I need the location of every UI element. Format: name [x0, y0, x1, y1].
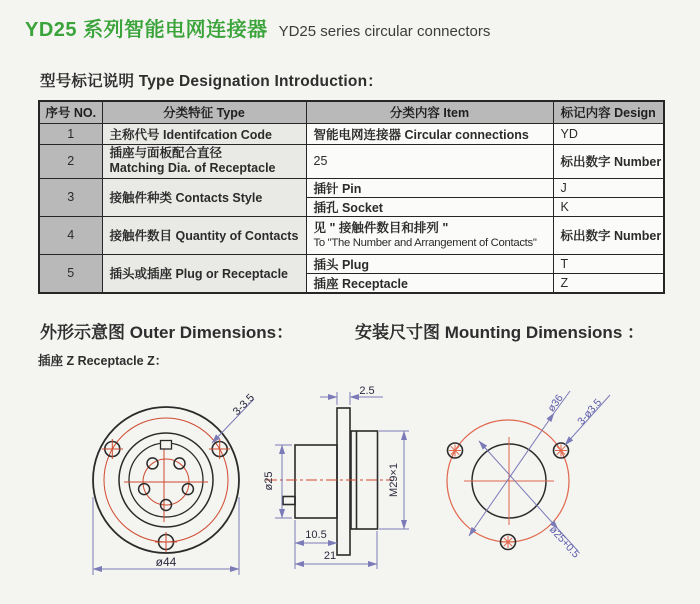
- keyway-notch: [161, 441, 172, 450]
- thread-label: M29×1: [388, 463, 400, 497]
- cell-item-2: 25: [306, 144, 553, 178]
- front-view-drawing: [55, 385, 295, 587]
- side-view-drawing: [262, 380, 412, 585]
- page-title-en: YD25 series circular connectors: [278, 23, 491, 40]
- type-designation-table: [38, 100, 665, 294]
- cell-item-3-socket: 插孔 Socket: [306, 197, 553, 216]
- cell-design-1: YD: [553, 123, 664, 144]
- cell-item-5-receptacle: 插座 Receptacle: [306, 273, 553, 293]
- cell-item-1: 智能电网连接器 Circular connections: [306, 123, 553, 144]
- cell-no-1: 1: [39, 123, 102, 144]
- cell-type-3: 接触件种类 Contacts Style: [102, 178, 306, 216]
- cell-item-4: [306, 216, 553, 254]
- body-length-label: 10.5: [305, 529, 327, 541]
- cell-type-2: [102, 144, 306, 178]
- mounting-dimensions-heading: 安装尺寸图 Mounting Dimensions ：: [355, 323, 644, 342]
- cell-type-2-zh: 插座与面板配合直径: [109, 146, 223, 160]
- body-dia-dimension: [275, 445, 292, 518]
- cell-no-2: 2: [39, 144, 102, 178]
- body-dia-label: ø25: [263, 471, 275, 491]
- total-length-label: 21: [323, 550, 337, 562]
- outer-dia-label: ø44: [155, 555, 177, 569]
- table-row: [39, 144, 664, 178]
- bolt-circle-label: ø36: [545, 392, 566, 415]
- type-designation-heading: 型号标记说明 Type Designation Introduction：: [40, 73, 383, 90]
- holes-dim-label: 3-ø3.5: [575, 396, 605, 428]
- cell-item-4-zh: 见 " 接触件数目和排列 ": [313, 220, 449, 235]
- cell-no-3: 3: [39, 178, 102, 216]
- flange-thickness-label: 2.5: [359, 385, 375, 397]
- connector-body-circles: [93, 407, 239, 553]
- cell-item-3-pin: 插针 Pin: [306, 178, 553, 197]
- cell-item-4-en: To "The Number and Arrangement of Contacts": [313, 236, 537, 249]
- cell-type-1: 主称代号 Identifcation Code: [102, 123, 306, 144]
- cell-type-2-en: Matching Dia. of Receptacle: [109, 161, 276, 175]
- col-header-design: 标记内容 Design: [553, 101, 664, 123]
- cell-design-2: 标出数字 Number: [553, 144, 664, 178]
- mounting-view-drawing: [428, 383, 693, 583]
- table-header-row: [39, 101, 664, 123]
- table-row: [39, 216, 664, 254]
- side-view-outline: [283, 408, 378, 555]
- cell-no-5: 5: [39, 254, 102, 293]
- type-designation-table-wrap: [38, 100, 665, 294]
- outer-dimensions-heading: 外形示意图 Outer Dimensions：: [40, 323, 294, 342]
- page-title-zh: YD25 系列智能电网连接器: [25, 19, 268, 41]
- contact-pins: [139, 458, 194, 511]
- cell-design-3-pin: J: [553, 178, 664, 197]
- table-row: [39, 178, 664, 197]
- holes-dim-label: 3-3.5: [230, 391, 257, 418]
- table-row: [39, 254, 664, 273]
- cell-item-5-plug: 插头 Plug: [306, 254, 553, 273]
- center-lines: [104, 418, 228, 542]
- table-row: [39, 123, 664, 144]
- col-header-type: 分类特征 Type: [102, 101, 306, 123]
- col-header-item: 分类内容 Item: [306, 101, 553, 123]
- cell-type-4: 接触件数目 Quantity of Contacts: [102, 216, 306, 254]
- cell-design-4: 标出数字 Number: [553, 216, 664, 254]
- receptacle-z-note: 插座 Z Receptacle Z：: [38, 354, 168, 368]
- cell-design-5-receptacle: Z: [553, 273, 664, 293]
- cell-design-5-plug: T: [553, 254, 664, 273]
- col-header-no: 序号 NO.: [39, 101, 102, 123]
- page-header: [25, 13, 490, 42]
- cell-no-4: 4: [39, 216, 102, 254]
- center-lines: [464, 437, 554, 525]
- panel-hole-label: ø25+0.5: [546, 523, 582, 561]
- cell-type-5: 插头或插座 Plug or Receptacle: [102, 254, 306, 293]
- cell-design-3-socket: K: [553, 197, 664, 216]
